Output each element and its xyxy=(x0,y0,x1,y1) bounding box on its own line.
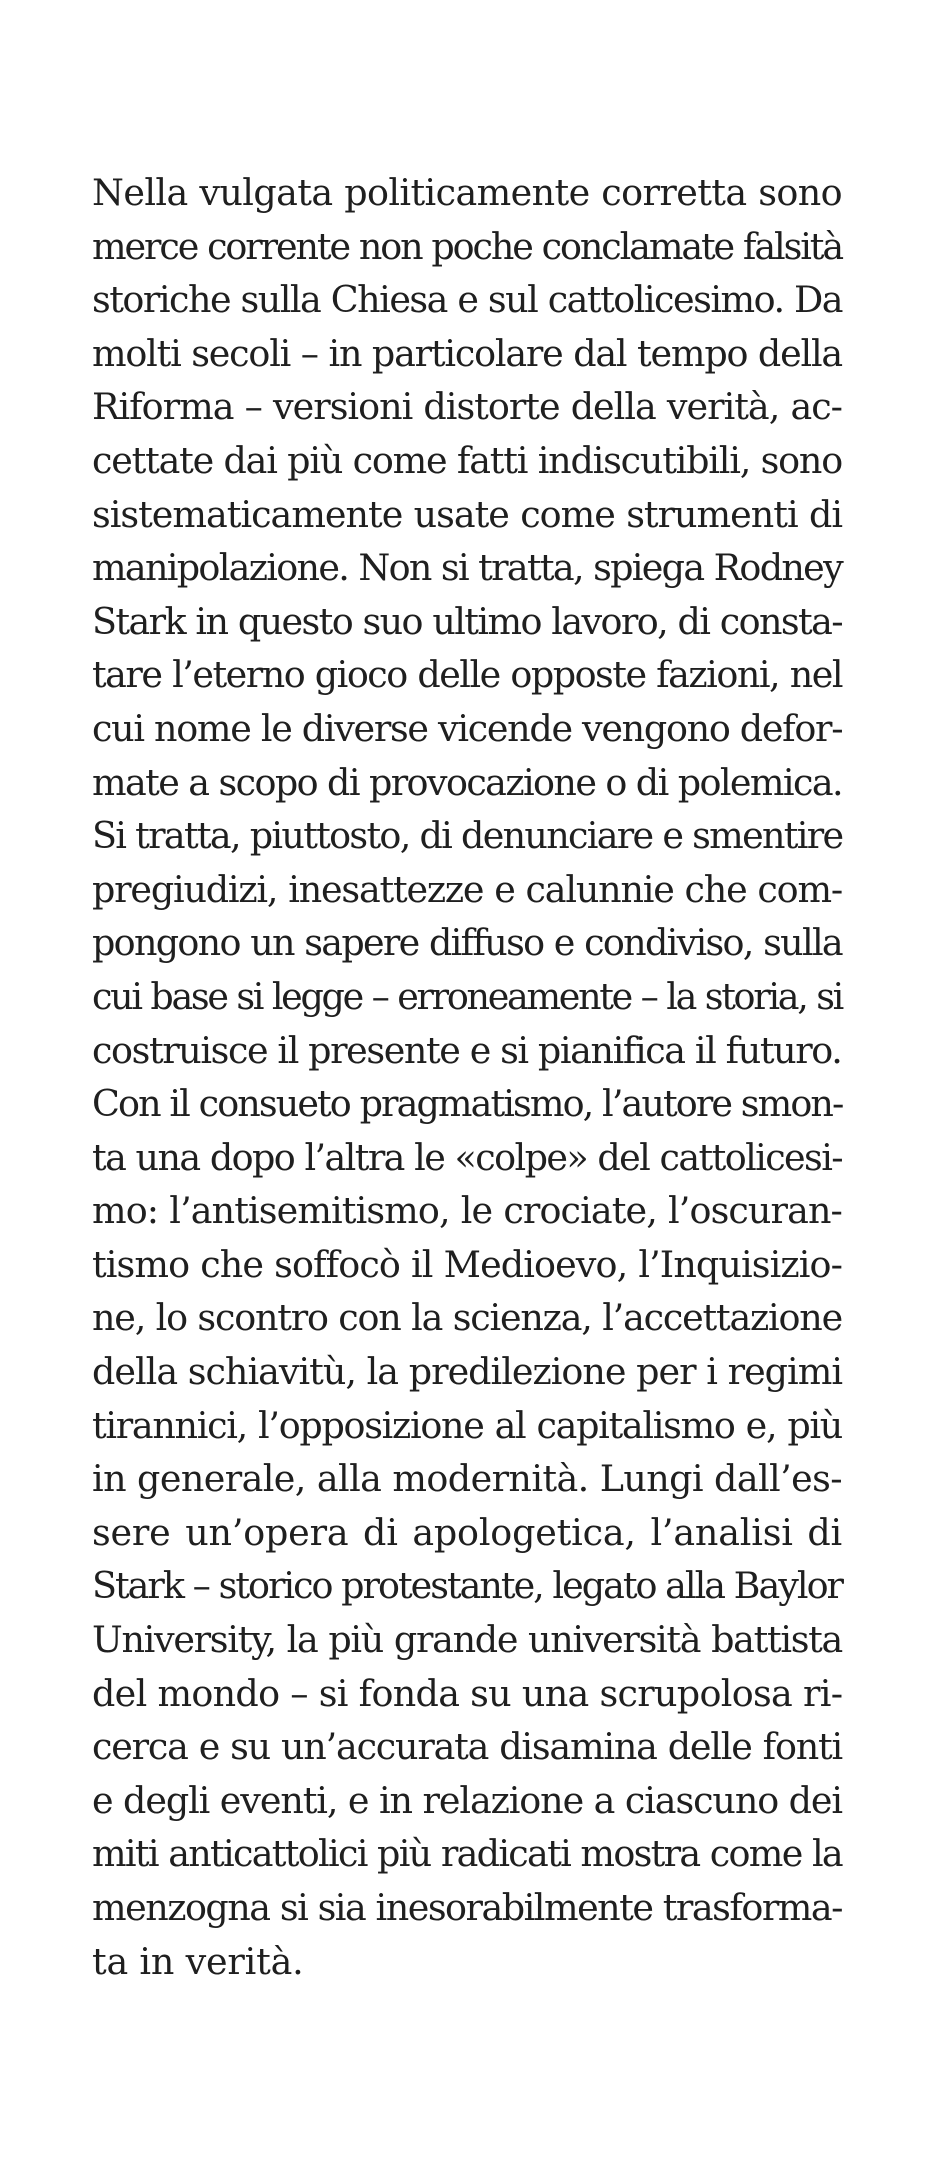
text-line: manipolazione. Non si tratta, spiega Rodney xyxy=(92,546,842,590)
text-line: pregiudizi, inesattezze e calunnie che com- xyxy=(92,867,842,911)
paragraph-1 xyxy=(92,166,842,1077)
text-line: ne, lo scontro con la scienza, l’accettazione xyxy=(92,1296,842,1340)
text-line: tirannici, l’opposizione al capitalismo e, più xyxy=(92,1403,842,1447)
text-line: cerca e su un’accurata disamina delle fonti xyxy=(92,1725,842,1769)
text-line: Stark – storico protestante, legato alla Baylor xyxy=(92,1564,842,1608)
text-line: Nella vulgata politicamente corretta sono xyxy=(92,171,842,214)
text-line: tismo che soffocò il Medioevo, l’Inquisizio- xyxy=(92,1242,842,1286)
text-line: sistematicamente usate come strumenti di xyxy=(92,492,842,536)
text-line: ta una dopo l’altra le «colpe» del cattolicesi- xyxy=(92,1135,842,1179)
text-line: della schiavitù, la predilezione per i regimi xyxy=(92,1350,842,1394)
text-line: ta in verità. xyxy=(92,1939,304,1983)
text-line: sere un’opera di apologetica, l’analisi di xyxy=(92,1510,842,1554)
text-line: miti anticattolici più radicati mostra come la xyxy=(92,1832,842,1876)
text-line: costruisce il presente e si pianifica il futuro. xyxy=(92,1028,842,1072)
text-line: del mondo – si fonda su una scrupolosa ri- xyxy=(92,1671,843,1715)
text-line: Stark in questo suo ultimo lavoro, di consta- xyxy=(92,599,842,643)
body-text xyxy=(92,166,842,1988)
text-line: merce corrente non poche conclamate falsità xyxy=(92,224,842,268)
text-line: Si tratta, piuttosto, di denunciare e smentire xyxy=(92,814,843,858)
text-line: menzogna si sia inesorabilmente trasforma- xyxy=(92,1886,842,1929)
text-line: storiche sulla Chiesa e sul cattolicesimo. Da xyxy=(92,278,842,322)
text-line: tare l’eterno gioco delle opposte fazioni, nel xyxy=(92,653,842,697)
text-line: pongono un sapere diffuso e condiviso, sulla xyxy=(92,921,842,965)
text-line: in generale, alla modernità. Lungi dall’es- xyxy=(92,1457,842,1501)
text-line: mate a scopo di provocazione o di polemica. xyxy=(92,760,842,804)
text-line: mo: l’antisemitismo, le crociate, l’oscuran- xyxy=(92,1189,842,1233)
text-line: cettate dai più come fatti indiscutibili, sono xyxy=(92,438,842,482)
text-line: cui nome le diverse vicende vengono defor- xyxy=(92,706,843,750)
text-line: Con il consueto pragmatismo, l’autore smon- xyxy=(92,1082,843,1126)
text-line: University, la più grande università battista xyxy=(92,1618,842,1662)
text-line: Riforma – versioni distorte della verità, ac- xyxy=(92,385,842,429)
text-line: e degli eventi, e in relazione a ciascuno dei xyxy=(92,1778,842,1822)
paragraph-2 xyxy=(92,1077,842,1988)
text-line: molti secoli – in particolare dal tempo della xyxy=(92,331,842,375)
text-line: cui base si legge – erroneamente – la storia, si xyxy=(92,974,842,1018)
